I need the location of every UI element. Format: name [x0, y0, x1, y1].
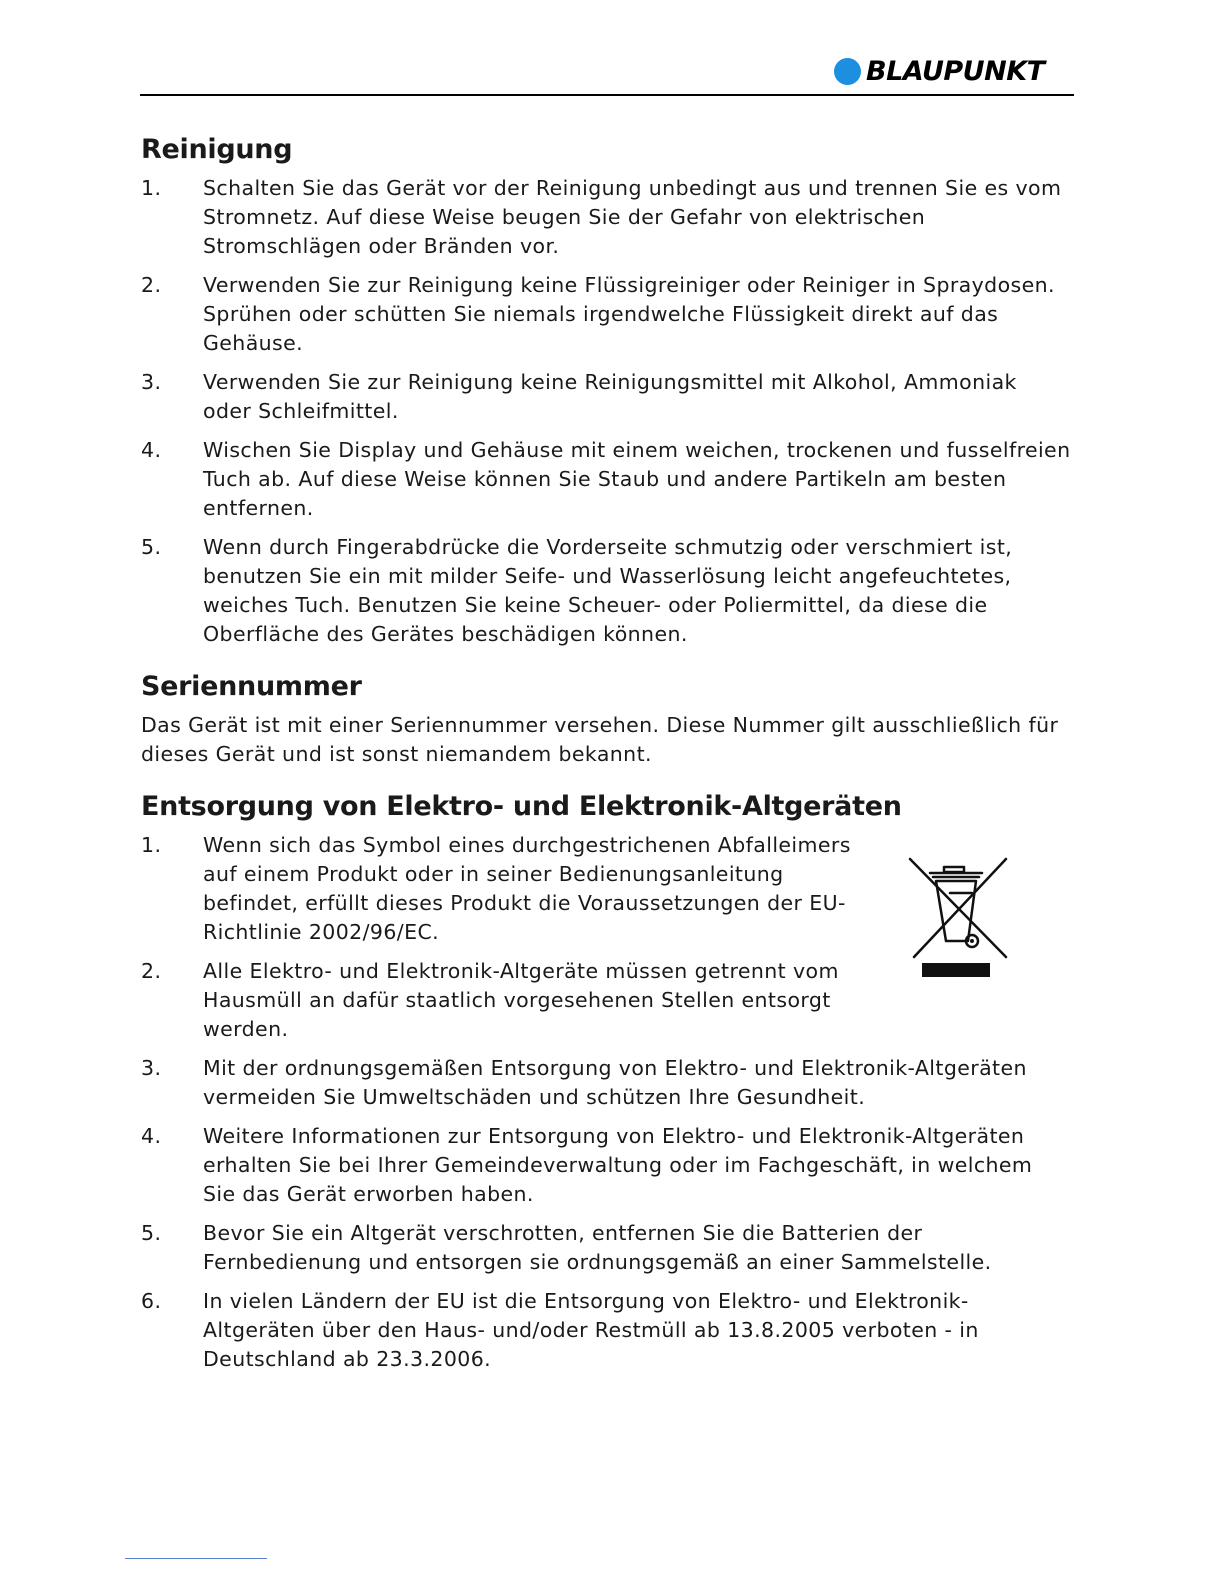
item-text: Verwenden Sie zur Reinigung keine Reinigungsmittel mit Alkohol, Ammoniak oder Schleifmittel. — [203, 370, 1017, 423]
item-text: In vielen Ländern der EU ist die Entsorgung von Elektro- und Elektronik-Altgeräten über den Haus- und/oder Restmüll ab 13.8.2005 verboten - in Deutschland ab 23.3.2006. — [203, 1289, 979, 1371]
section-title-serial: Seriennummer — [141, 671, 362, 702]
item-number: 4. — [141, 438, 162, 462]
item-number: 6. — [141, 1289, 162, 1313]
header-divider — [140, 94, 1074, 96]
item-number: 1. — [141, 833, 162, 857]
item-number: 3. — [141, 1056, 162, 1080]
item-text: Schalten Sie das Gerät vor der Reinigung unbedingt aus und trennen Sie es vom Stromnetz. Auf diese Weise beugen Sie der Gefahr von elektrischen Stromschlägen oder Bränden vor. — [203, 176, 1062, 258]
item-text: Verwenden Sie zur Reinigung keine Flüssigreiniger oder Reiniger in Spraydosen. Sprühen oder schütten Sie niemals irgendwelche Flüssigkeit direkt auf das Gehäuse. — [203, 273, 1055, 355]
item-text: Wenn durch Fingerabdrücke die Vorderseite schmutzig oder verschmiert ist, benutzen Sie ein mit milder Seife- und Wasserlösung leicht angefeuchtetes, weiches Tuch. Benutzen Sie keine Scheuer- oder Poliermittel, da diese die Oberfläche des Gerätes beschädigen können. — [203, 535, 1013, 646]
item-text: Weitere Informationen zur Entsorgung von Elektro- und Elektronik-Altgeräten erhalten Sie bei Ihrer Gemeindeverwaltung oder im Fachgeschäft, in welchem Sie das Gerät erworben haben. — [203, 1124, 1033, 1206]
list-item — [141, 436, 1071, 523]
item-text: Wenn sich das Symbol eines durchgestrichenen Abfalleimers auf einem Produkt oder in seiner Bedienungsanleitung befindet, erfüllt dieses Produkt die Voraussetzungen der EU-Richtlinie 2002/96/EC. — [203, 833, 851, 944]
section-title-cleaning: Reinigung — [141, 134, 293, 165]
serial-paragraph: Das Gerät ist mit einer Seriennummer versehen. Diese Nummer gilt ausschließlich für dieses Gerät und ist sonst niemandem bekannt. — [141, 713, 1059, 766]
list-item — [141, 174, 1071, 261]
list-item — [141, 368, 1071, 426]
crossed-out-wheelie-bin-icon — [906, 855, 1010, 979]
brand-name: BLAUPUNKT — [866, 55, 1045, 87]
page-content — [141, 132, 1071, 1394]
brand-dot-icon — [834, 58, 861, 85]
list-item — [141, 1219, 1071, 1277]
item-number: 2. — [141, 273, 162, 297]
list-item — [141, 1054, 1071, 1112]
list-item — [141, 271, 1071, 358]
item-number: 3. — [141, 370, 162, 394]
item-number: 1. — [141, 176, 162, 200]
section-cleaning — [141, 132, 1071, 649]
list-item — [141, 1122, 1071, 1209]
item-number: 4. — [141, 1124, 162, 1148]
item-text: Alle Elektro- und Elektronik-Altgeräte müssen getrennt vom Hausmüll an dafür staatlich vorgesehenen Stellen entsorgt werden. — [203, 959, 839, 1041]
footer-link-underline — [125, 1558, 267, 1559]
item-number: 5. — [141, 535, 162, 559]
brand-logo — [834, 56, 1045, 86]
cleaning-list — [141, 174, 1071, 649]
item-number: 5. — [141, 1221, 162, 1245]
item-text: Bevor Sie ein Altgerät verschrotten, entfernen Sie die Batterien der Fernbedienung und entsorgen sie ordnungsgemäß an einer Sammelstelle. — [203, 1221, 992, 1274]
item-number: 2. — [141, 959, 162, 983]
list-item — [141, 533, 1071, 649]
item-text: Wischen Sie Display und Gehäuse mit einem weichen, trockenen und fusselfreien Tuch ab. Auf diese Weise können Sie Staub und andere Partikeln am besten entfernen. — [203, 438, 1071, 520]
list-item — [141, 1287, 1071, 1374]
section-serial — [141, 669, 1071, 769]
section-title-disposal: Entsorgung von Elektro- und Elektronik-Altgeräten — [141, 791, 902, 822]
item-text: Mit der ordnungsgemäßen Entsorgung von Elektro- und Elektronik-Altgeräten vermeiden Sie Umweltschäden und schützen Ihre Gesundheit. — [203, 1056, 1027, 1109]
